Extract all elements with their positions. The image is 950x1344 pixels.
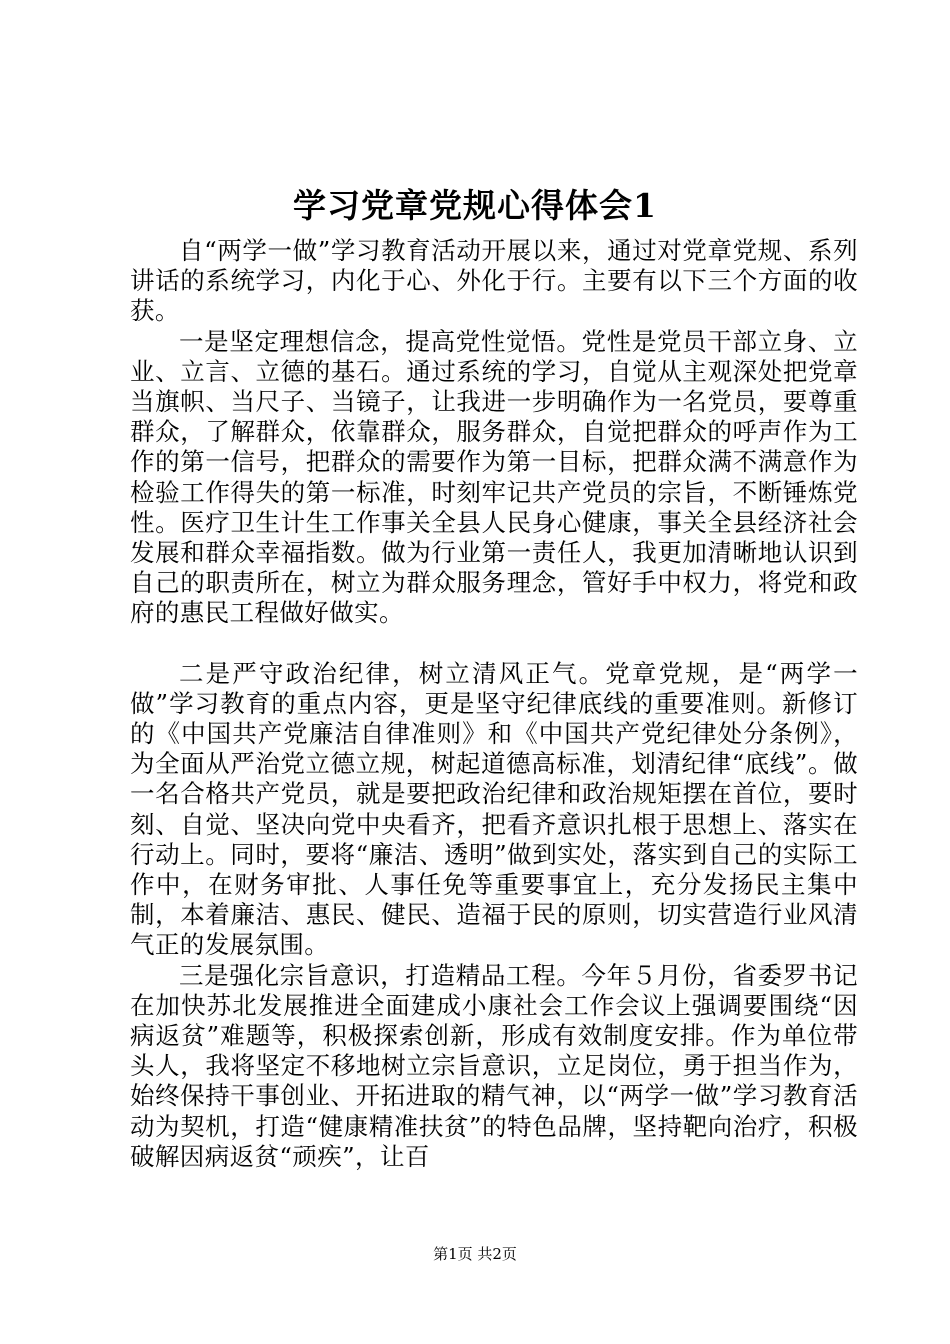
document-body (130, 236, 858, 1172)
paragraph-point-one: 一是坚定理想信念，提高党性觉悟。党性是党员干部立身、立业、立言、立德的基石。通过系统的学习，自觉从主观深处把党章当旗帜、当尺子、当镜子，让我进一步明确作为一名党员，要尊重群众，了解群众，依靠群众，服务群众，自觉把群众的呼声作为工作的第一信号，把群众的需要作为第一目标，把群众满不满意作为检验工作得失的第一标准，时刻牢记共产党员的宗旨，不断锤炼党性。医疗卫生计生工作事关全县人民身心健康，事关全县经济社会发展和群众幸福指数。做为行业第一责任人，我更加清晰地认识到自己的职责所在，树立为群众服务理念，管好手中权力，将党和政府的惠民工程做好做实。 (130, 326, 858, 628)
page-number-footer: 第1页 共2页 (433, 1245, 517, 1263)
paragraph-point-three: 三是强化宗旨意识，打造精品工程。今年５月份，省委罗书记在加快苏北发展推进全面建成小康社会工作会议上强调要围绕“因病返贫”难题等，积极探索创新，形成有效制度安排。作为单位带头人，我将坚定不移地树立宗旨意识，立足岗位，勇于担当作为，始终保持干事创业、开拓进取的精气神，以“两学一做”学习教育活动为契机，打造“健康精准扶贫”的特色品牌，坚持靶向治疗，积极破解因病返贫“顽疾”，让百 (130, 960, 858, 1171)
paragraph-intro: 自“两学一做”学习教育活动开展以来，通过对党章党规、系列讲话的系统学习，内化于心、外化于行。主要有以下三个方面的收获。 (130, 236, 858, 326)
document-title: 学习党章党规心得体会1 (293, 186, 657, 225)
paragraph-point-two: 二是严守政治纪律，树立清风正气。党章党规，是“两学一做”学习教育的重点内容，更是坚守纪律底线的重要准则。新修订的《中国共产党廉洁自律准则》和《中国共产党纪律处分条例》，为全面从严治党立德立规，树起道德高标准，划清纪律“底线”。做一名合格共产党员，就是要把政治纪律和政治规矩摆在首位，要时刻、自觉、坚决向党中央看齐，把看齐意识扎根于思想上、落实在行动上。同时，要将“廉洁、透明”做到实处，落实到自己的实际工作中，在财务审批、人事任免等重要事宜上，充分发扬民主集中制，本着廉洁、惠民、健民、造福于民的原则，切实营造行业风清气正的发展氛围。 (130, 658, 858, 960)
